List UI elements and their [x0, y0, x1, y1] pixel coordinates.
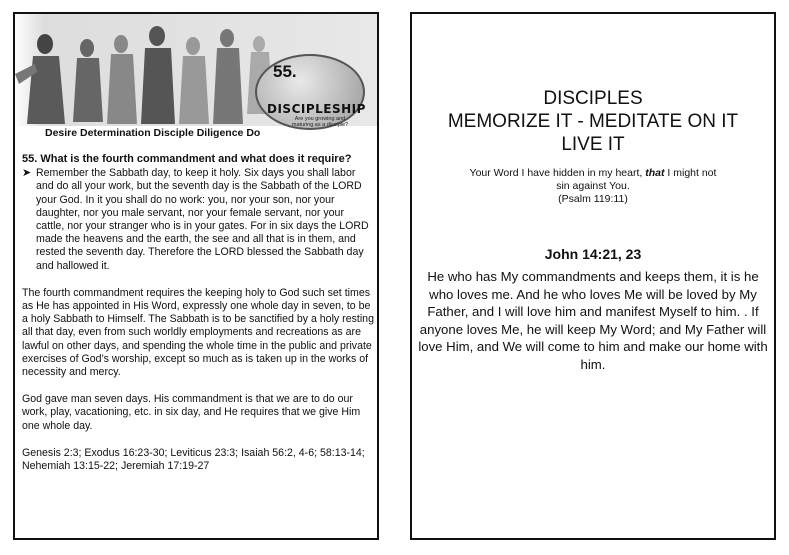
badge-title: DISCIPLESHIP [267, 102, 366, 116]
verse-part-1: Your Word I have hidden in my heart, [469, 167, 646, 179]
heading-line-3: LIVE IT [561, 134, 625, 155]
arrow-bullet-icon: ➤ [22, 167, 32, 180]
left-card-content [22, 153, 374, 473]
psalm-verse [412, 167, 774, 206]
scripture-references: Genesis 2:3; Exodus 16:23-30; Leviticus 23:3; Isaiah 56:2, 4-6; 58:13-14; Nehemiah 13:15-22; Jeremiah 17:19-27 [22, 446, 365, 473]
answer-text: Remember the Sabbath day, to keep it holy. Six days you shall labor and do all your work, but the seventh day is the Sabbath of the LORD your God. In it you shall do no work: you, nor your son, nor your daughter, nor you male servant, nor your female servant, nor your cattle, nor your stranger who is in your gates. For in six days the LORD made the heavens and the earth, the see and all that is in them, and rested the seventh day. Therefore the LORD blessed the Sabbath day and hallowed it. [36, 167, 369, 272]
verse-emphasis: that [645, 167, 665, 179]
banner-tagline: Desire Determination Disciple Diligence Do [45, 127, 261, 139]
heading-line-2: MEMORIZE IT - MEDITATE ON IT [447, 111, 739, 132]
answer-block [22, 167, 374, 273]
explanation-paragraph: The fourth commandment requires the keeping holy to God such set times as He has appointed in His Word, expressly one whole day in seven, to be a holy Sabbath to Himself. The Sabbath is to be sanctified by a holy resting all that day, even from such worldly employments and recreations as are lawful on other days, and spending the whole time in the public and private exercises of God’s worship, except so much as is taken up in the works of necessity and mercy. [22, 286, 374, 379]
left-card [13, 12, 379, 540]
verse-line-1 [412, 167, 774, 180]
question-heading: 55. What is the fourth commandment and what does it require? [22, 153, 352, 165]
verse-part-2: I might not [664, 167, 717, 179]
verse-line-2: sin against You. [556, 180, 630, 192]
application-paragraph: God gave man seven days. His commandment is that we are to do our work, play, vacationing, etc. in six day, and He requires that we give Him one whole day. [22, 393, 361, 432]
passage-reference: John 14:21, 23 [544, 246, 642, 262]
badge-number: 55. [273, 62, 297, 81]
badge-subtitle: Are you growing and maturing as a disciple? [291, 116, 349, 129]
passage-text: He who has My commandments and keeps them, it is he who loves me. And he who loves Me will be loved by My Father, and I will love him and manifest Myself to him. . If anyone loves Me, he will keep My Word; and My Father will love Him, and We will come to him and make our home with him. [418, 269, 768, 372]
right-card [410, 12, 776, 540]
memorize-heading [412, 87, 774, 156]
verse-reference: (Psalm 119:11) [558, 193, 628, 205]
heading-line-1: DISCIPLES [543, 88, 643, 109]
